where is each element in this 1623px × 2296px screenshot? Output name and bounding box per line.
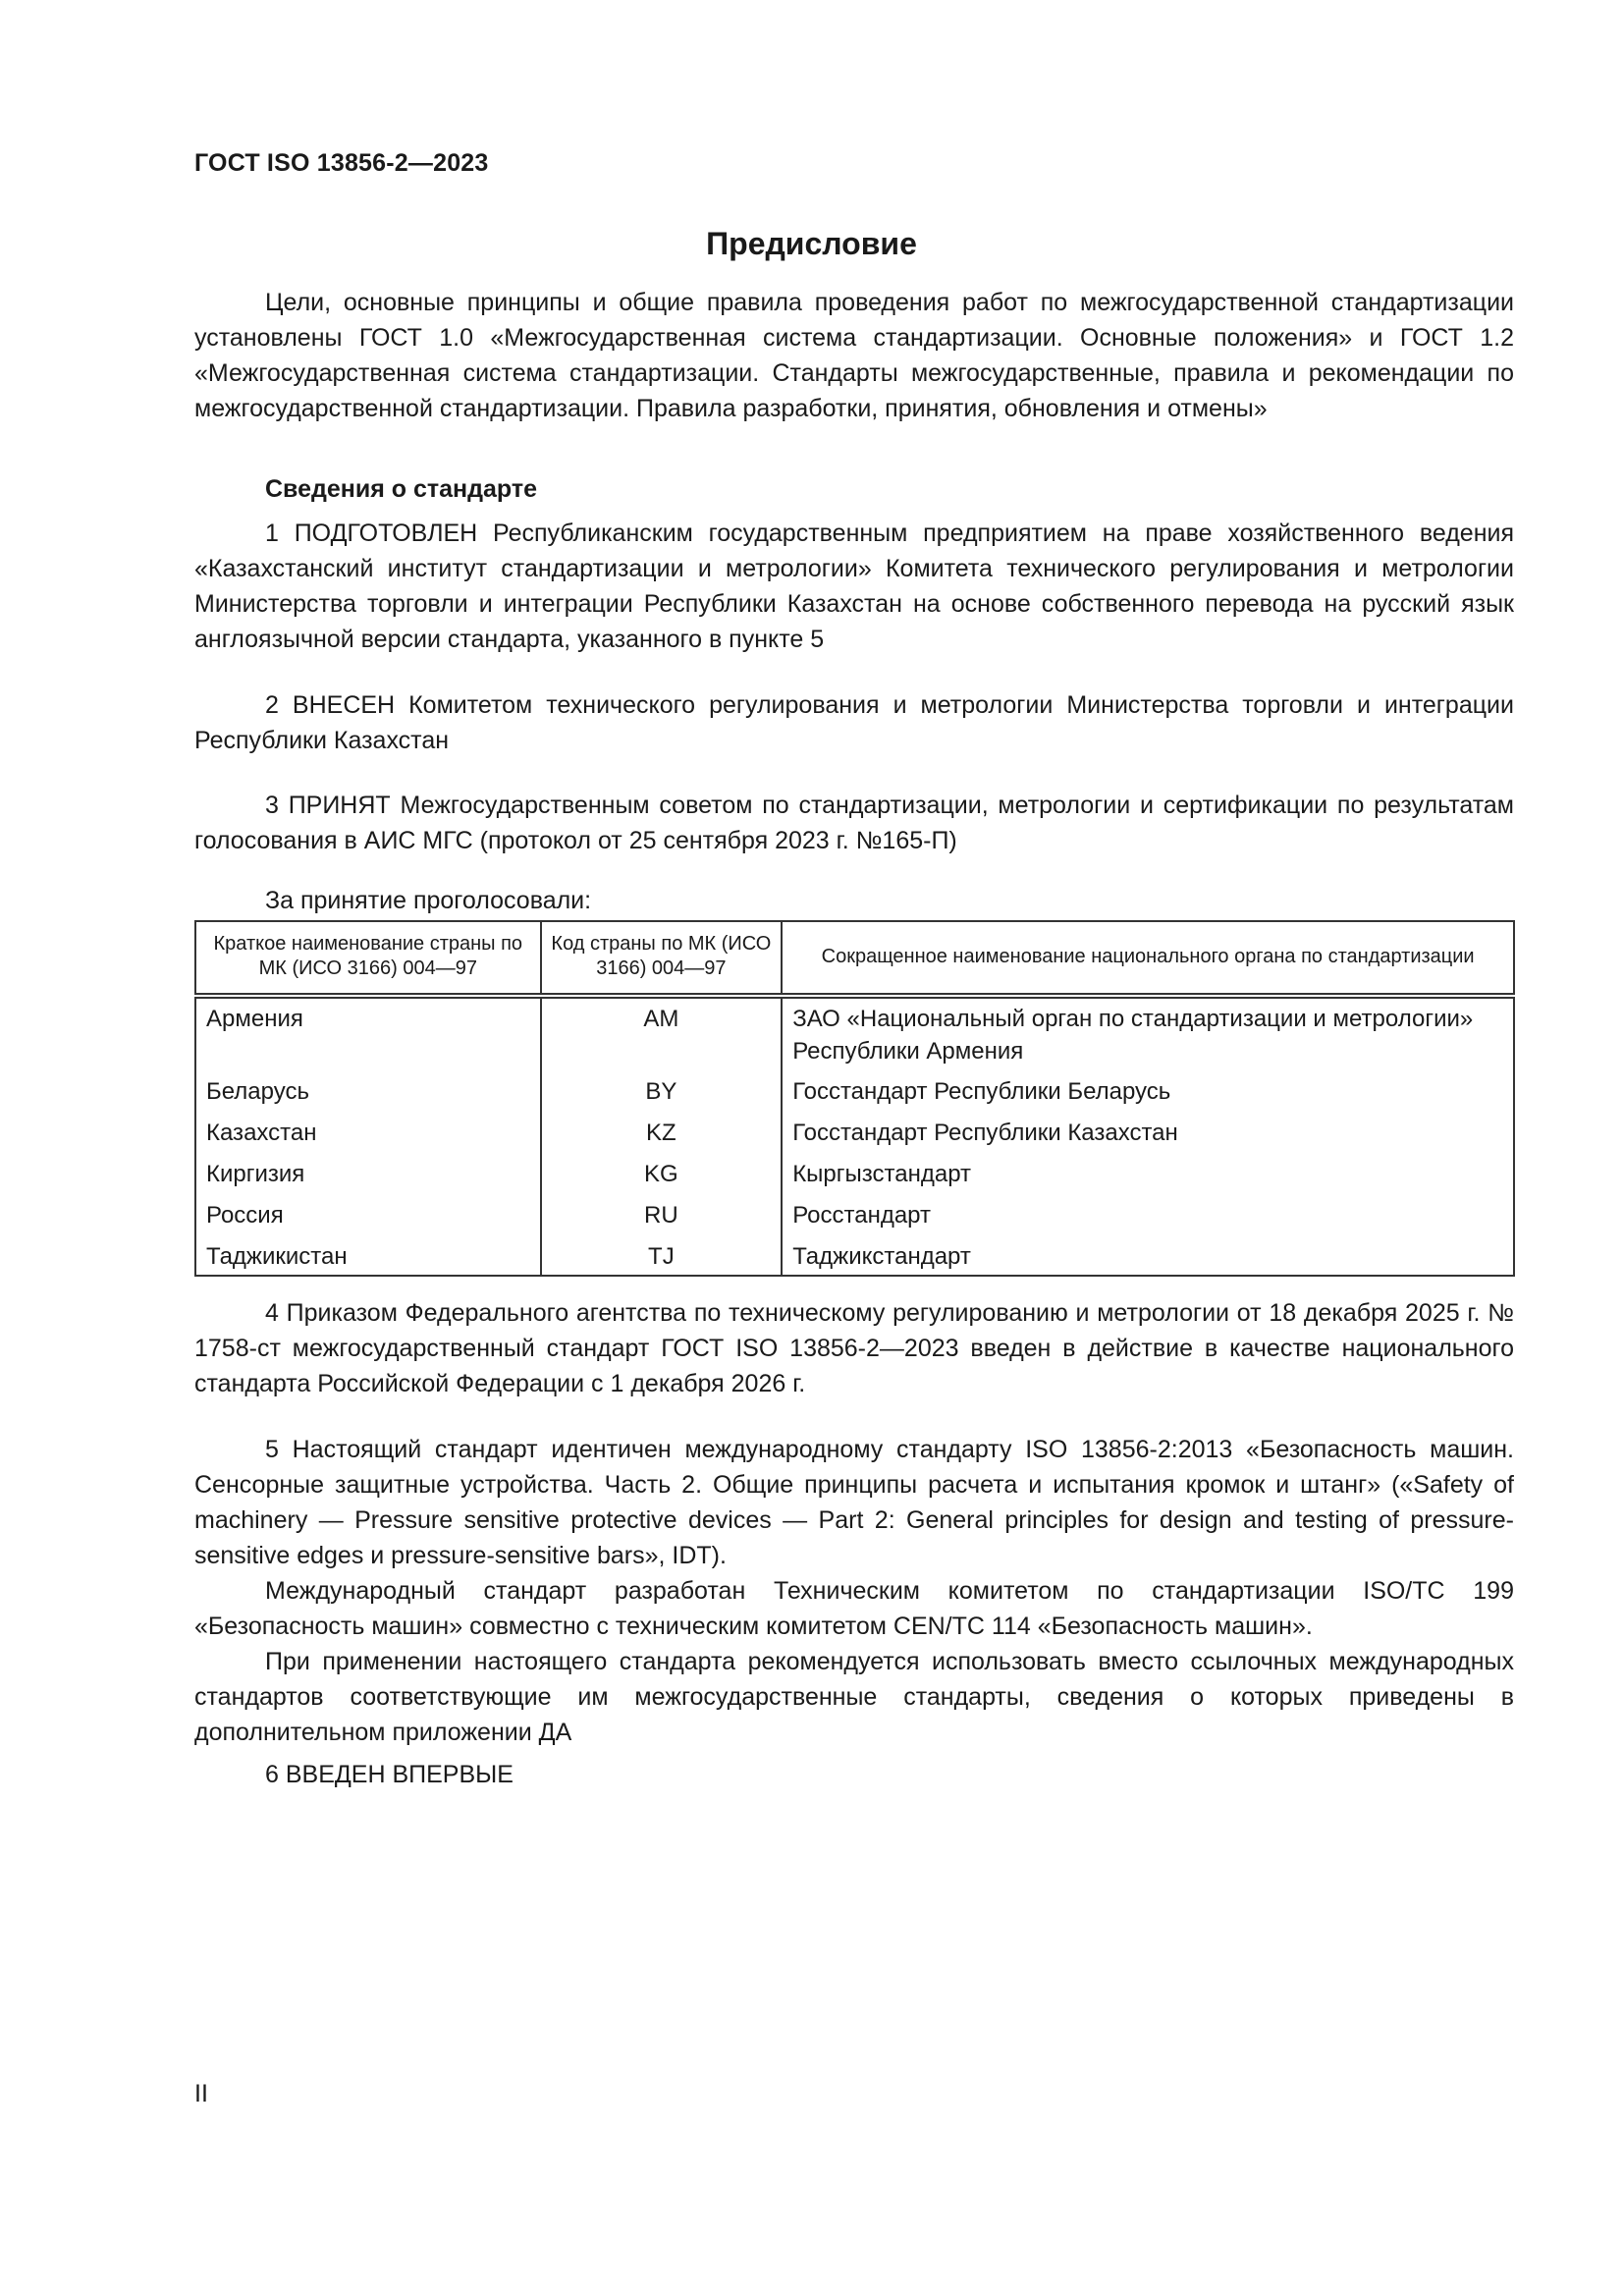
item-2-paragraph: 2 ВНЕСЕН Комитетом технического регулирования и метрологии Министерства торговли и интеграции Республики Казахстан bbox=[194, 691, 1514, 754]
table-row bbox=[195, 1190, 1514, 1231]
voted-label: За принятие проголосовали: bbox=[265, 887, 592, 914]
item-1-block bbox=[194, 516, 1514, 657]
country-name-cell: Казахстан bbox=[195, 1108, 541, 1149]
country-code-cell: KZ bbox=[541, 1108, 783, 1149]
intro-paragraph: Цели, основные принципы и общие правила проведения работ по межгосударственной стандартизации установлены ГОСТ 1.0 «Межгосударственная система стандартизации. Основные положения» и ГОСТ 1.2 «Межгосударственная система стандартизации. Стандарты межгосударственные, правила и рекомендации по межгосударственной стандартизации. Правила разработки, принятия, обновления и отмены» bbox=[194, 289, 1514, 422]
document-code: ГОСТ ISO 13856-2—2023 bbox=[194, 149, 489, 177]
national-body-cell: Кыргызстандарт bbox=[782, 1149, 1514, 1190]
country-code-cell: BY bbox=[541, 1067, 783, 1108]
intro-block bbox=[194, 285, 1514, 426]
table-row bbox=[195, 1067, 1514, 1108]
item-5-paragraph-3: При применении настоящего стандарта рекомендуется использовать вместо ссылочных международных стандартов соответствующие им межгосударственные стандарты, сведения о которых приведены в дополнительном приложении ДА bbox=[194, 1648, 1514, 1746]
voting-table bbox=[194, 920, 1515, 1277]
country-code-cell: KG bbox=[541, 1149, 783, 1190]
item-1-paragraph: 1 ПОДГОТОВЛЕН Республиканским государственным предприятием на праве хозяйственного ведения «Казахстанский институт стандартизации и метрологии» Комитета технического регулирования и метрологии Министерства торговли и интеграции Республики Казахстан на основе собственного перевода на русский язык англоязычной версии стандарта, указанного в пункте 5 bbox=[194, 519, 1514, 653]
item-5-paragraph-1: 5 Настоящий стандарт идентичен международному стандарту ISO 13856-2:2013 «Безопасность машин. Сенсорные защитные устройства. Часть 2. Общие принципы расчета и испытания кромок и штанг» («Safety of machinery — Pressure sensitive protective devices — Part 2: General principles for design and testing of pressure-sensitive edges и pressure-sensitive bars», IDT). bbox=[194, 1436, 1514, 1569]
national-body-cell: ЗАО «Национальный орган по стандартизации и метрологии» Республики Армения bbox=[782, 996, 1514, 1067]
header-national-body: Сокращенное наименование национального органа по стандартизации bbox=[782, 921, 1514, 996]
national-body-cell: Таджикстандарт bbox=[782, 1231, 1514, 1276]
table-row bbox=[195, 1108, 1514, 1149]
item-6-paragraph: 6 ВВЕДЕН ВПЕРВЫЕ bbox=[265, 1761, 514, 1788]
header-country-name: Краткое наименование страны по МК (ИСО 3166) 004—97 bbox=[195, 921, 541, 996]
table-row bbox=[195, 1149, 1514, 1190]
item-3-block bbox=[194, 788, 1514, 858]
country-name-cell: Беларусь bbox=[195, 1067, 541, 1108]
country-name-cell: Киргизия bbox=[195, 1149, 541, 1190]
country-code-cell: TJ bbox=[541, 1231, 783, 1276]
page-title: Предисловие bbox=[706, 226, 917, 261]
item-4-paragraph: 4 Приказом Федерального агентства по техническому регулированию и метрологии от 18 декабря 2025 г. № 1758-ст межгосударственный стандарт ГОСТ ISO 13856-2—2023 введен в действие в качестве национального стандарта Российской Федерации с 1 декабря 2026 г. bbox=[194, 1299, 1514, 1397]
national-body-cell: Госстандарт Республики Казахстан bbox=[782, 1108, 1514, 1149]
country-code-cell: RU bbox=[541, 1190, 783, 1231]
national-body-cell: Росстандарт bbox=[782, 1190, 1514, 1231]
country-name-cell: Таджикистан bbox=[195, 1231, 541, 1276]
info-heading: Сведения о стандарте bbox=[265, 475, 538, 503]
item-4-block bbox=[194, 1295, 1514, 1401]
country-name-cell: Россия bbox=[195, 1190, 541, 1231]
item-5-block bbox=[194, 1432, 1514, 1750]
table-row bbox=[195, 996, 1514, 1067]
page-number: II bbox=[194, 2080, 208, 2107]
header-country-code: Код страны по МК (ИСО 3166) 004—97 bbox=[541, 921, 783, 996]
table-header-row bbox=[195, 921, 1514, 996]
item-3-paragraph: 3 ПРИНЯТ Межгосударственным советом по стандартизации, метрологии и сертификации по результатам голосования в АИС МГС (протокол от 25 сентября 2023 г. №165-П) bbox=[194, 792, 1514, 854]
national-body-cell: Госстандарт Республики Беларусь bbox=[782, 1067, 1514, 1108]
table-row bbox=[195, 1231, 1514, 1276]
item-5-paragraph-2: Международный стандарт разработан Техническим комитетом по стандартизации ISO/TC 199 «Безопасность машин» совместно с техническим комитетом CEN/TC 114 «Безопасность машин». bbox=[194, 1577, 1514, 1640]
item-2-block bbox=[194, 687, 1514, 758]
country-name-cell: Армения bbox=[195, 996, 541, 1067]
country-code-cell: AM bbox=[541, 996, 783, 1067]
